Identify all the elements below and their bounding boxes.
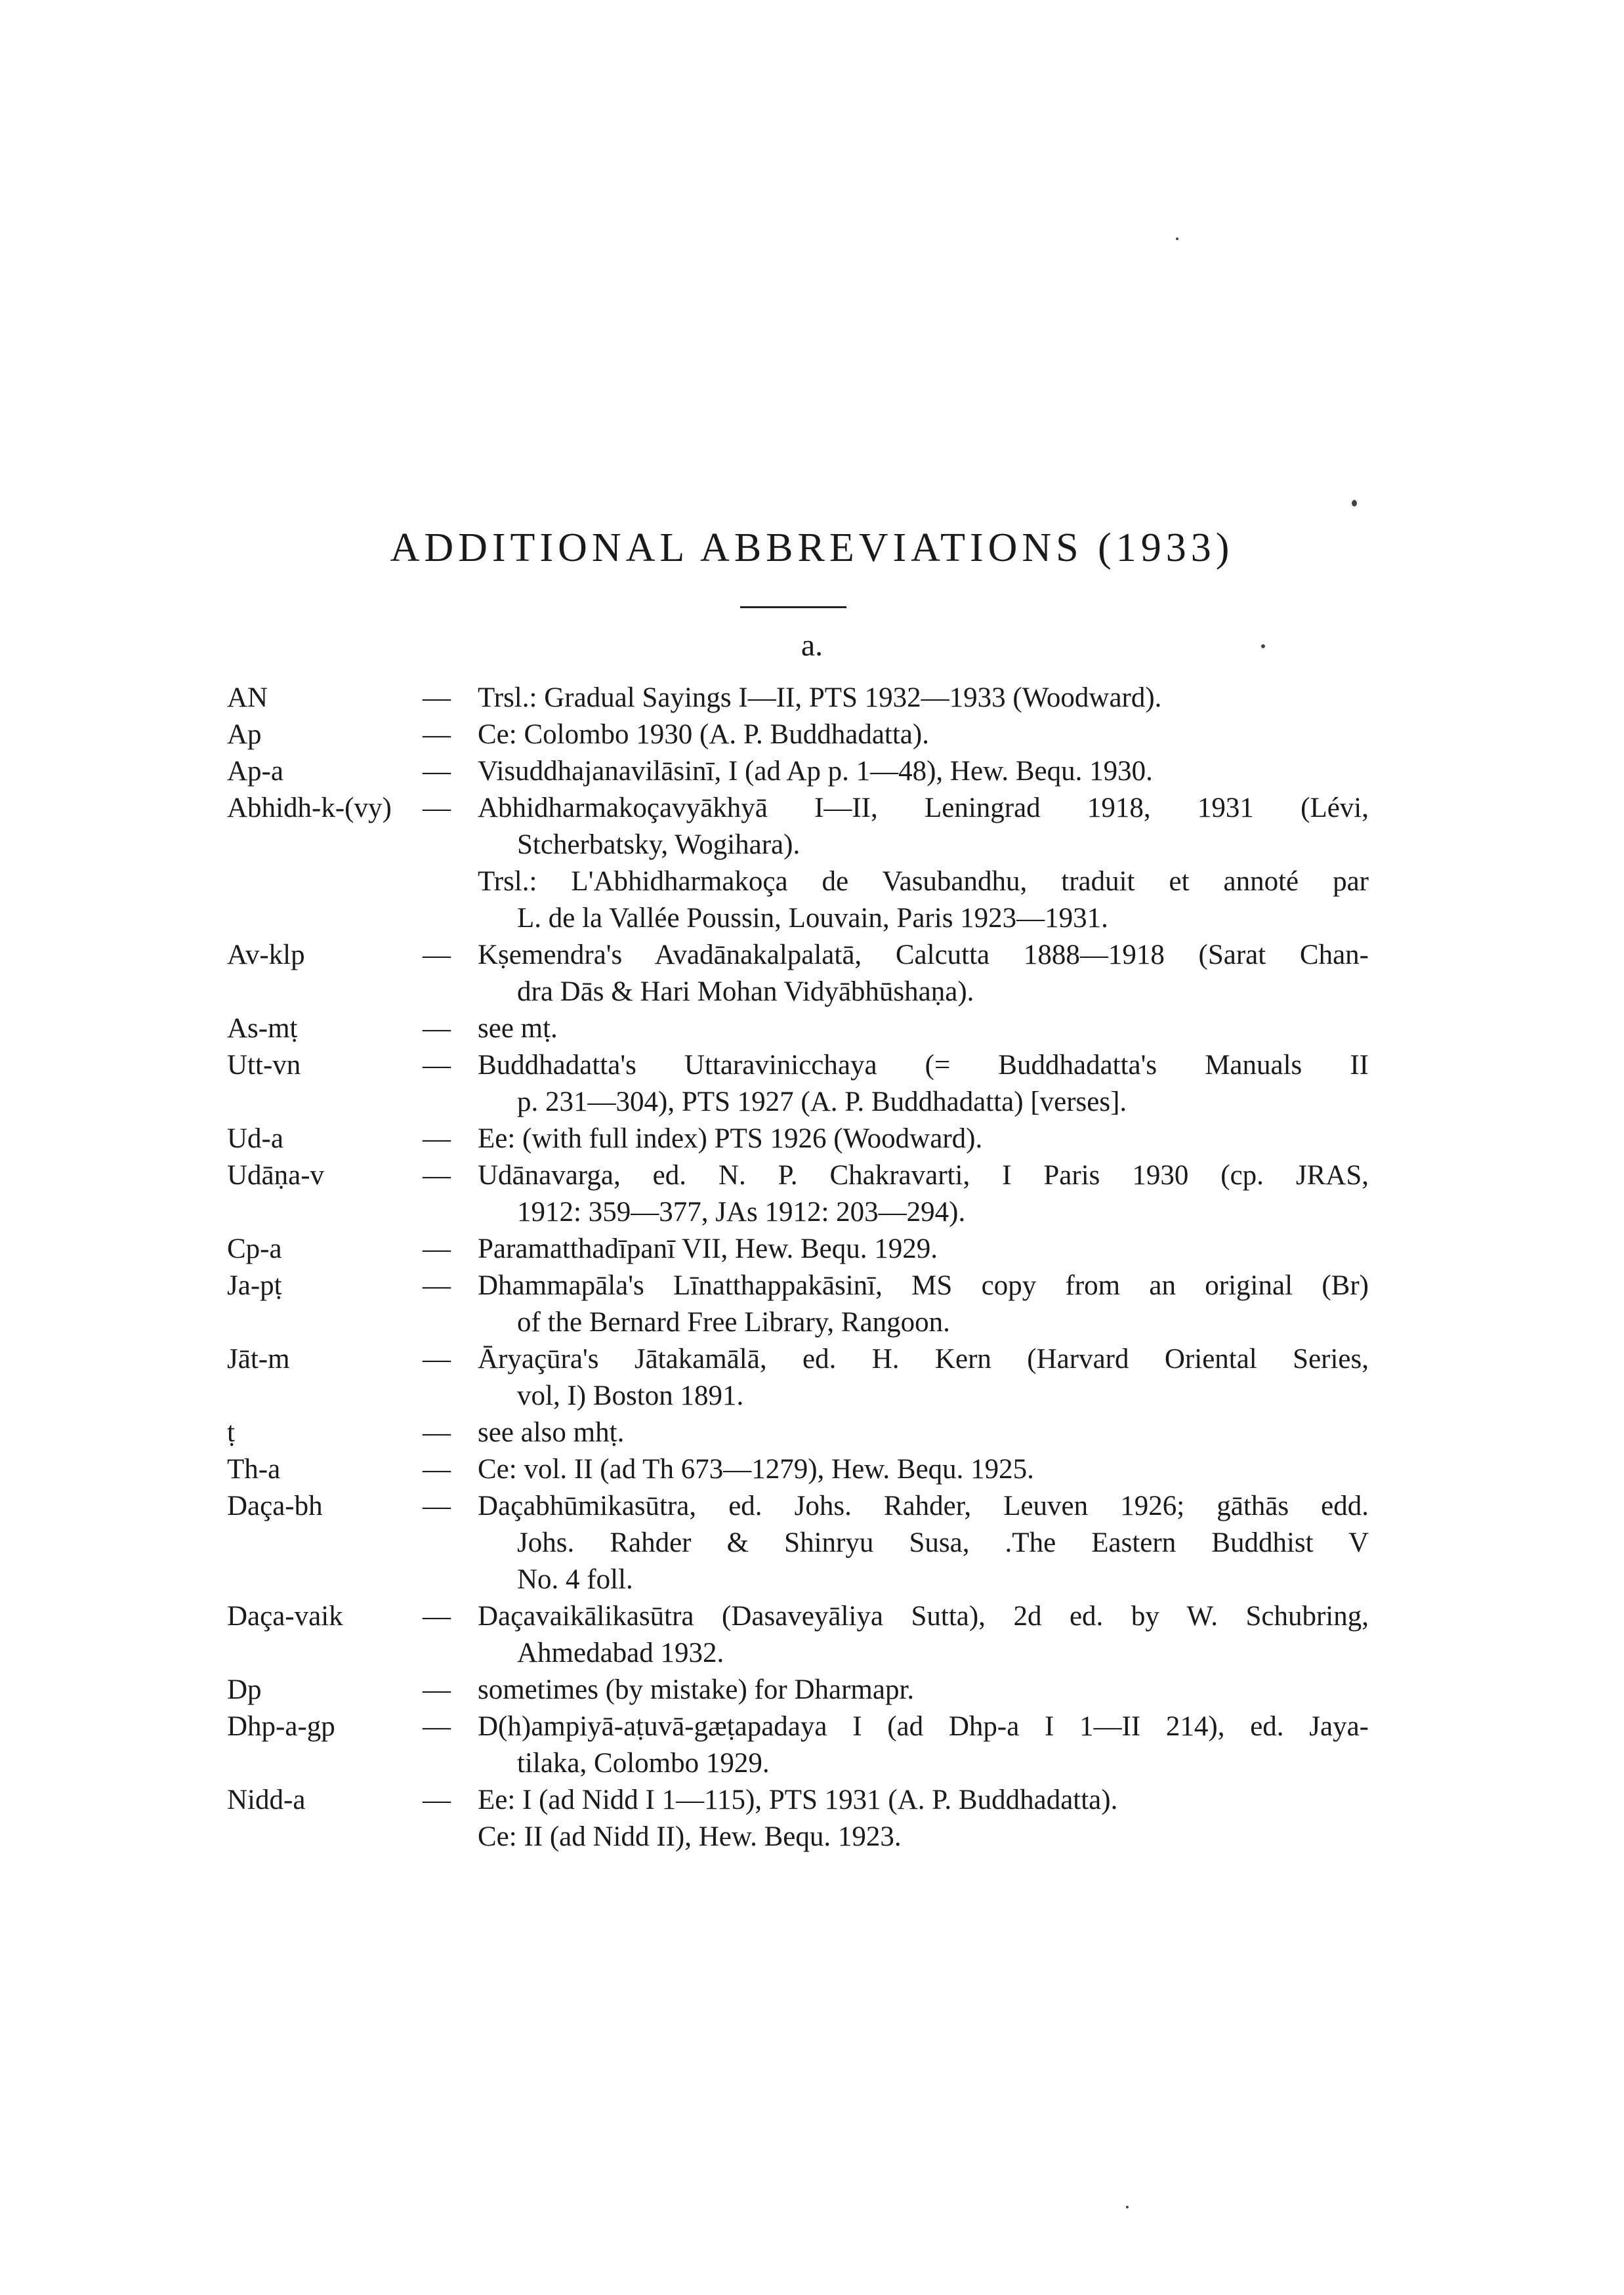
abbreviation-entry xyxy=(227,1415,1369,1451)
definition-line: Visuddhajanavilāsinī, I (ad Ap p. 1—48), Hew. Bequ. 1930. xyxy=(478,756,1153,787)
definition-line: Trsl.: L'Abhidharmakoça de Vasubandhu, traduit et annoté par xyxy=(478,866,1369,897)
definition-line: Ce: II (ad Nidd II), Hew. Bequ. 1923. xyxy=(478,1821,902,1852)
entry-abbreviation: Daça-bh xyxy=(227,1491,323,1521)
entry-abbreviation: Abhidh-k-(vy) xyxy=(227,793,392,823)
entry-definition xyxy=(478,680,1369,716)
definition-line: No. 4 foll. xyxy=(517,1564,633,1595)
definition-line: tilaka, Colombo 1929. xyxy=(517,1748,770,1779)
entry-definition xyxy=(478,790,1369,937)
definition-line: Āryaçūra's Jātakamālā, ed. H. Kern (Harvard Oriental Series, xyxy=(478,1344,1369,1375)
definition-line: vol, I) Boston 1891. xyxy=(517,1380,744,1411)
abbreviation-entry xyxy=(227,1708,1369,1782)
entry-dash: — xyxy=(423,1491,451,1521)
entry-definition xyxy=(478,1451,1369,1488)
definition-line: dra Dās & Hari Mohan Vidyābhūshaṇa). xyxy=(517,976,974,1007)
definition-line: L. de la Vallée Poussin, Louvain, Paris 1923—1931. xyxy=(517,903,1108,934)
entry-abbreviation: As-mṭ xyxy=(227,1013,298,1044)
entry-definition xyxy=(478,1231,1369,1268)
entry-abbreviation: Nidd-a xyxy=(227,1785,306,1815)
entry-definition xyxy=(478,1488,1369,1598)
scan-speck xyxy=(1261,644,1265,648)
title-rule xyxy=(740,606,846,608)
abbreviation-entry xyxy=(227,1121,1369,1157)
abbreviation-entry xyxy=(227,790,1369,937)
entry-definition xyxy=(478,1782,1369,1855)
entry-definition xyxy=(478,1010,1369,1047)
definition-line: Daçavaikālikasūtra (Dasaveyāliya Sutta), 2d ed. by W. Schubring, xyxy=(478,1601,1369,1632)
entry-abbreviation: ṭ xyxy=(227,1417,235,1448)
entry-abbreviation: Udāṇa-v xyxy=(227,1160,325,1191)
entry-abbreviation: Dp xyxy=(227,1674,262,1705)
definition-line: Ee: I (ad Nidd I 1—115), PTS 1931 (A. P. Buddhadatta). xyxy=(478,1785,1118,1815)
entry-dash: — xyxy=(423,1050,451,1081)
abbreviation-entry xyxy=(227,716,1369,753)
entry-dash: — xyxy=(423,1270,451,1301)
abbreviation-entry xyxy=(227,680,1369,716)
abbreviation-entry xyxy=(227,1047,1369,1121)
entry-definition xyxy=(478,1672,1369,1708)
entry-dash: — xyxy=(423,1601,451,1632)
abbreviation-entry xyxy=(227,937,1369,1010)
definition-line: Buddhadatta's Uttaravinicchaya (= Buddhadatta's Manuals II xyxy=(478,1050,1369,1081)
entry-abbreviation: Jāt-m xyxy=(227,1344,290,1375)
entry-definition xyxy=(478,1415,1369,1451)
abbreviation-list xyxy=(227,680,1369,1855)
entry-dash: — xyxy=(423,1674,451,1705)
abbreviation-entry xyxy=(227,1488,1369,1598)
scan-speck xyxy=(1126,2206,1129,2208)
abbreviation-entry xyxy=(227,1451,1369,1488)
definition-line: Paramatthadīpanī VII, Hew. Bequ. 1929. xyxy=(478,1233,938,1264)
entry-definition xyxy=(478,753,1369,790)
section-letter: a. xyxy=(801,628,823,663)
entry-dash: — xyxy=(423,940,451,970)
entry-definition xyxy=(478,1341,1369,1415)
entry-definition xyxy=(478,1121,1369,1157)
definition-line: Abhidharmakoçavyākhyā I—II, Leningrad 1918, 1931 (Lévi, xyxy=(478,793,1369,823)
definition-line: p. 231—304), PTS 1927 (A. P. Buddhadatta) [verses]. xyxy=(517,1086,1127,1117)
entry-dash: — xyxy=(423,1711,451,1742)
abbreviation-entry xyxy=(227,1672,1369,1708)
entry-abbreviation: Daça-vaik xyxy=(227,1601,343,1632)
definition-line: Daçabhūmikasūtra, ed. Johs. Rahder, Leuven 1926; gāthās edd. xyxy=(478,1491,1369,1521)
entry-abbreviation: AN xyxy=(227,682,268,713)
entry-abbreviation: Ap xyxy=(227,719,262,750)
entry-definition xyxy=(478,1047,1369,1121)
abbreviation-entry xyxy=(227,1268,1369,1341)
entry-definition xyxy=(478,1708,1369,1782)
definition-line: Ce: vol. II (ad Th 673—1279), Hew. Bequ. 1925. xyxy=(478,1454,1034,1485)
definition-line: Johs. Rahder & Shinryu Susa, .The Eastern Buddhist V xyxy=(517,1527,1369,1558)
entry-dash: — xyxy=(423,1344,451,1375)
entry-abbreviation: Th-a xyxy=(227,1454,281,1485)
abbreviation-entry xyxy=(227,1010,1369,1047)
abbreviation-entry xyxy=(227,1231,1369,1268)
entry-abbreviation: Utt-vn xyxy=(227,1050,301,1081)
definition-line: Trsl.: Gradual Sayings I—II, PTS 1932—1933 (Woodward). xyxy=(478,682,1162,713)
definition-line: Ee: (with full index) PTS 1926 (Woodward). xyxy=(478,1123,983,1154)
abbreviation-entry xyxy=(227,1598,1369,1672)
entry-dash: — xyxy=(423,1417,451,1448)
definition-line: Kṣemendra's Avadānakalpalatā, Calcutta 1888—1918 (Sarat Chan- xyxy=(478,940,1369,970)
entry-dash: — xyxy=(423,719,451,750)
entry-dash: — xyxy=(423,682,451,713)
definition-line: sometimes (by mistake) for Dharmapr. xyxy=(478,1674,915,1705)
scan-speck xyxy=(1176,238,1178,240)
entry-dash: — xyxy=(423,1454,451,1485)
definition-line: Ce: Colombo 1930 (A. P. Buddhadatta). xyxy=(478,719,929,750)
definition-line: 1912: 359—377, JAs 1912: 203—294). xyxy=(517,1197,966,1228)
entry-dash: — xyxy=(423,1123,451,1154)
entry-definition xyxy=(478,937,1369,1010)
scan-speck xyxy=(1352,500,1357,507)
entry-dash: — xyxy=(423,756,451,787)
abbreviation-entry xyxy=(227,1157,1369,1231)
entry-dash: — xyxy=(423,1785,451,1815)
entry-abbreviation: Av-klp xyxy=(227,940,305,970)
abbreviation-entry xyxy=(227,1782,1369,1855)
entry-abbreviation: Ap-a xyxy=(227,756,283,787)
entry-abbreviation: Ud-a xyxy=(227,1123,283,1154)
entry-dash: — xyxy=(423,1233,451,1264)
definition-line: Ahmedabad 1932. xyxy=(517,1638,724,1668)
entry-dash: — xyxy=(423,1160,451,1191)
entry-dash: — xyxy=(423,1013,451,1044)
entry-dash: — xyxy=(423,793,451,823)
definition-line: see mṭ. xyxy=(478,1013,558,1044)
definition-line: Stcherbatsky, Wogihara). xyxy=(517,829,801,860)
abbreviation-entry xyxy=(227,753,1369,790)
entry-abbreviation: Ja-pṭ xyxy=(227,1270,282,1301)
abbreviation-entry xyxy=(227,1341,1369,1415)
entry-definition xyxy=(478,1598,1369,1672)
definition-line: of the Bernard Free Library, Rangoon. xyxy=(517,1307,950,1338)
page-title: ADDITIONAL ABBREVIATIONS (1933) xyxy=(390,526,1234,570)
definition-line: see also mhṭ. xyxy=(478,1417,625,1448)
entry-definition xyxy=(478,1268,1369,1341)
entry-definition xyxy=(478,1157,1369,1231)
entry-abbreviation: Cp-a xyxy=(227,1233,282,1264)
entry-definition xyxy=(478,716,1369,753)
definition-line: Dhammapāla's Līnatthappakāsinī, MS copy from an original (Br) xyxy=(478,1270,1369,1301)
definition-line: D(h)ampiyā-aṭuvā-gæṭapadaya I (ad Dhp-a I 1—II 214), ed. Jaya- xyxy=(478,1711,1369,1742)
entry-abbreviation: Dhp-a-gp xyxy=(227,1711,335,1742)
definition-line: Udānavarga, ed. N. P. Chakravarti, I Paris 1930 (cp. JRAS, xyxy=(478,1160,1369,1191)
